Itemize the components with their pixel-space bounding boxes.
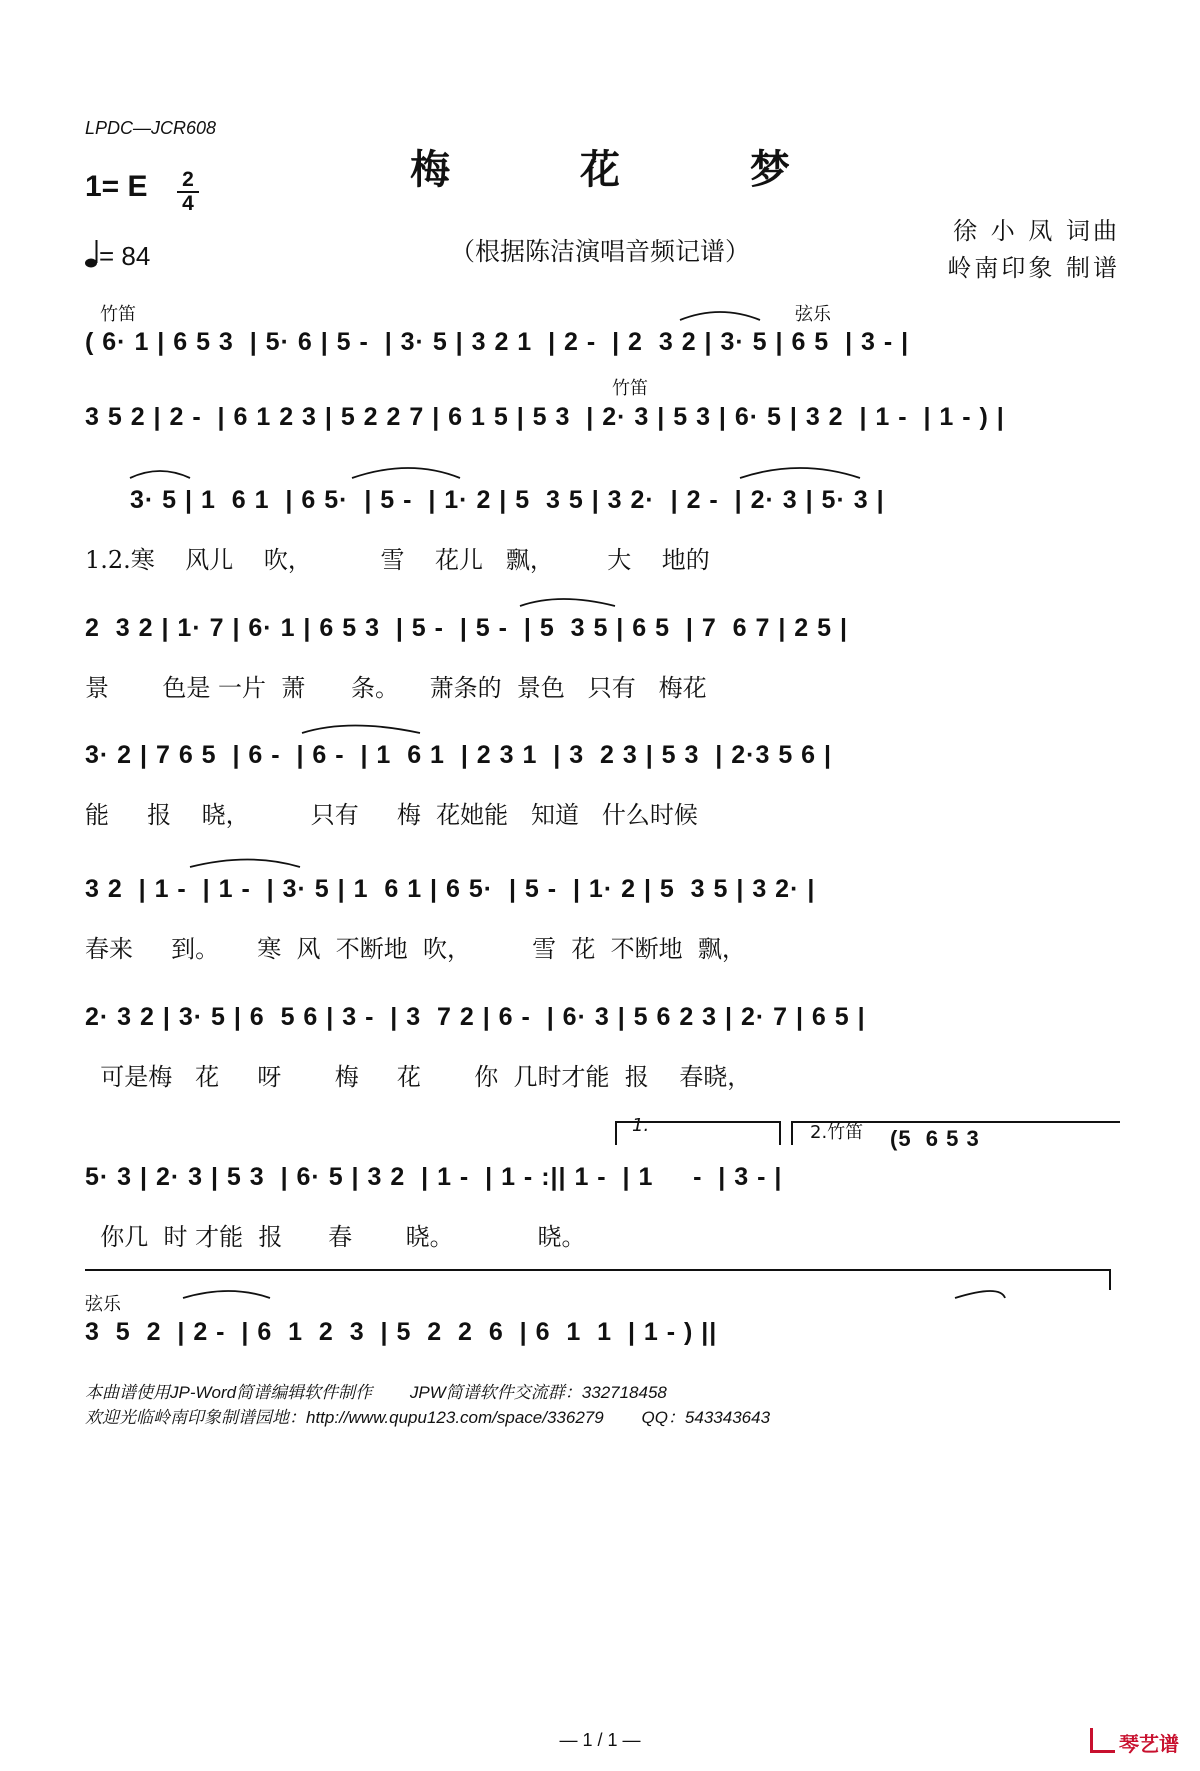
volta-2-label: 2.竹笛: [810, 1122, 864, 1143]
instrument-label-xianyue-2: 弦乐: [85, 1294, 121, 1315]
score-row-7: 2· 3 2 | 3· 5 | 6 5 6 | 3 - | 3 7 2 | 6 - | 6· 3 | 5 6 2 3 | 2· 7 | 6 5 |: [85, 1003, 866, 1031]
key-signature: 1= E: [85, 170, 148, 203]
time-signature: [177, 170, 199, 214]
slur: [955, 1291, 1005, 1298]
subtitle: （根据陈洁演唱音频记谱）: [449, 237, 750, 266]
lyric-row-6: 春来 到。 寒 风 不断地 吹， 雪 花 不断地 飘，: [85, 935, 746, 963]
instrument-label-zhudi: 竹笛: [100, 304, 136, 325]
page-number: — 1 / 1 —: [559, 1730, 641, 1750]
footer-line-2: 欢迎光临岭南印象制谱园地：http://www.qupu123.com/space/336279 QQ：543343643: [85, 1408, 771, 1427]
slur: [680, 312, 760, 320]
lyric-row-5: 能 报 晓， 只有 梅 花她能 知道 什么时候: [85, 801, 698, 829]
tempo-value: = 84: [99, 241, 151, 271]
coda-line: [85, 1270, 1110, 1290]
slur: [302, 726, 420, 734]
slur: [183, 1291, 270, 1298]
page-title: 梅 花 梦: [410, 146, 848, 193]
credits: [930, 213, 1120, 287]
volta-1-label: 1.: [632, 1115, 650, 1136]
credit-engraver: 岭南印象 制谱: [947, 254, 1120, 282]
logo-icon: [1090, 1728, 1115, 1753]
site-logo: [1090, 1728, 1179, 1757]
footer-line-1: 本曲谱使用JP-Word简谱编辑软件制作 JPW简谱软件交流群：332718458: [85, 1383, 667, 1402]
time-signature-bottom: 4: [182, 192, 194, 215]
slur: [130, 471, 190, 478]
score-row-9: 3 5 2 | 2 - | 6 1 2 3 | 5 2 2 6 | 6 1 1 | 1 - ) ||: [85, 1318, 718, 1346]
score-row-2: 3 5 2 | 2 - | 6 1 2 3 | 5 2 2 7 | 6 1 5 | 5 3 | 2· 3 | 5 3 | 6· 5 | 3 2 | 1 - | 1 - ) |: [85, 403, 1005, 431]
slur: [520, 599, 615, 606]
coda-notes: (5 6 5 3: [890, 1126, 980, 1151]
credit-lyrics-music: 徐 小 凤 词曲: [953, 217, 1120, 245]
lyric-row-8: 你几 时 才能 报 春 晓。 晓。: [85, 1223, 586, 1251]
score-code: LPDC—JCR608: [85, 118, 217, 138]
slur: [352, 468, 460, 478]
score-row-1: ( 6· 1 | 6 5 3 | 5· 6 | 5 - | 3· 5 | 3 2 1 | 2 - | 2 3 2 | 3· 5 | 6 5 | 3 - |: [85, 328, 910, 356]
logo-text: 琴艺谱: [1119, 1732, 1179, 1756]
lyric-row-7: 可是梅 花 呀 梅 花 你 几时才能 报 春晓，: [85, 1063, 752, 1091]
lyric-row-4: 景 色是 一片 萧 条。 萧条的 景色 只有 梅花: [85, 674, 707, 702]
slur: [190, 860, 300, 868]
score-row-4: 2 3 2 | 1· 7 | 6· 1 | 6 5 3 | 5 - | 5 - | 5 3 5 | 6 5 | 7 6 7 | 2 5 |: [85, 614, 848, 642]
time-signature-top: 2: [182, 168, 194, 191]
instrument-label-zhudi-2: 竹笛: [612, 378, 648, 399]
instrument-label-xianyue: 弦乐: [795, 304, 831, 325]
lyric-row-3: 1.2.寒 风儿 吹， 雪 花儿 飘， 大 地的: [85, 546, 710, 574]
score-row-3: 3· 5 | 1 6 1 | 6 5· | 5 - | 1· 2 | 5 3 5 | 3 2· | 2 - | 2· 3 | 5· 3 |: [130, 486, 885, 514]
score-row-5: 3· 2 | 7 6 5 | 6 - | 6 - | 1 6 1 | 2 3 1 | 3 2 3 | 5 3 | 2·3 5 6 |: [85, 741, 833, 769]
slur: [740, 468, 860, 478]
score-row-6: 3 2 | 1 - | 1 - | 3· 5 | 1 6 1 | 6 5· | 5 - | 1· 2 | 5 3 5 | 3 2· |: [85, 875, 816, 903]
score-row-8: 5· 3 | 2· 3 | 5 3 | 6· 5 | 3 2 | 1 - | 1 - :|| 1 - | 1 - | 3 - |: [85, 1163, 783, 1191]
